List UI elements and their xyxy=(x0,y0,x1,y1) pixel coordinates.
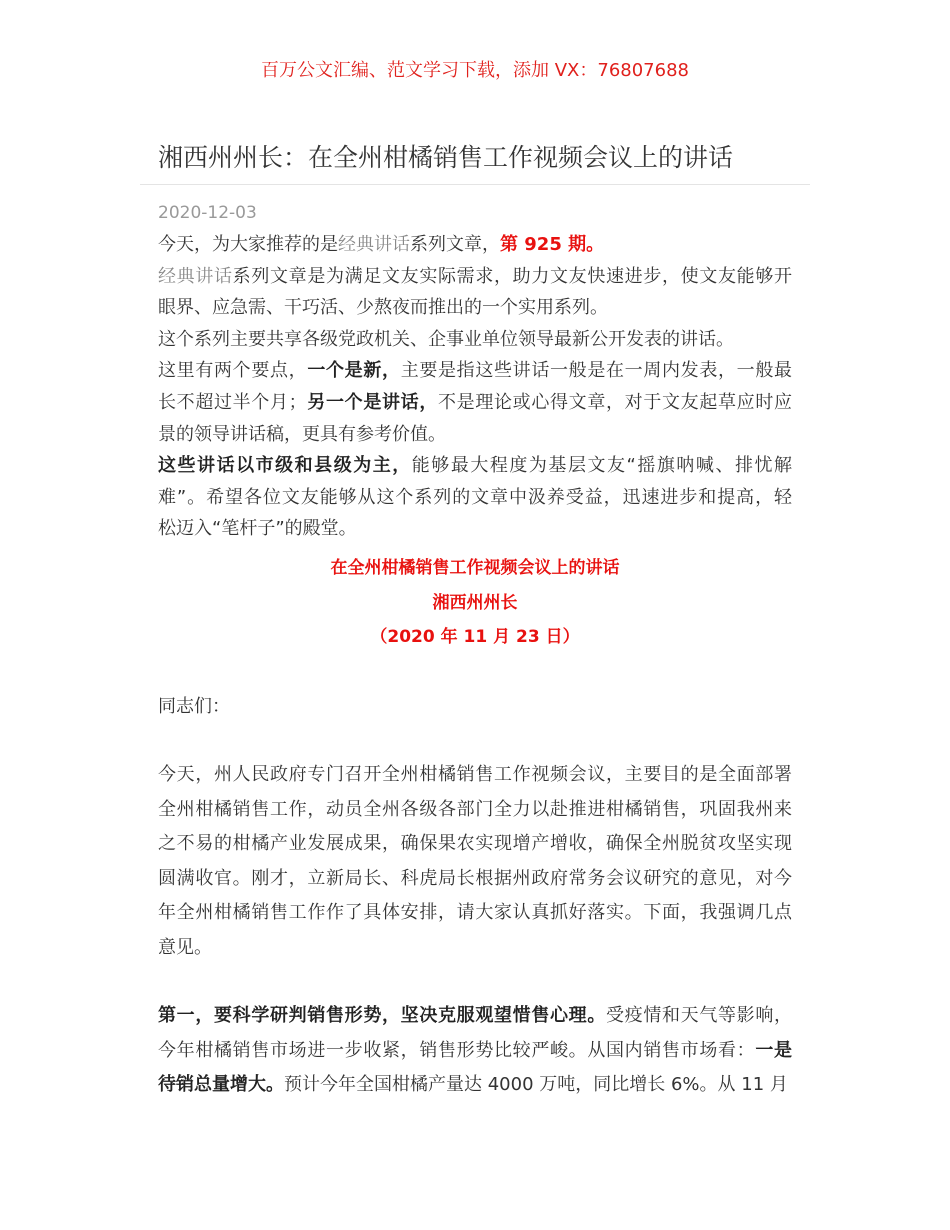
text-segment: 能够最大程度为基层文友“摇旗呐喊、排忧解 xyxy=(411,455,793,477)
paragraph xyxy=(158,261,792,324)
text-segment: 难”。希望各位文友能够从这个系列的文章中汲养受益，迅速进步和提高，轻 xyxy=(158,486,792,508)
series-name: 经典讲话 xyxy=(158,265,233,287)
text-line xyxy=(158,862,792,897)
text-line xyxy=(158,999,792,1034)
text-segment: 圆满收官。刚才，立新局长、科虎局长根据州政府常务会议研究的意见，对今 xyxy=(158,867,792,889)
paragraph xyxy=(158,758,792,966)
publish-date: 2020-12-03 xyxy=(158,203,257,223)
text-line xyxy=(158,387,792,419)
text-segment: 意见。 xyxy=(158,936,212,958)
speech-title: 在全州柑橘销售工作视频会议上的讲话 xyxy=(330,558,620,578)
bold-text: 第一，要科学研判销售形势，坚决克服观望惜售心理。 xyxy=(158,1005,606,1026)
bold-text: 另一个是讲话， xyxy=(306,391,439,413)
download-banner: 百万公文汇编、范文学习下载，添加 VX：76807688 xyxy=(261,60,689,81)
text-line xyxy=(158,827,792,862)
text-line xyxy=(158,419,792,451)
text-segment: 景的领导讲话稿，更具有参考价值。 xyxy=(158,423,446,445)
issue-number: 第 925 期。 xyxy=(500,234,605,255)
paragraph xyxy=(158,355,792,450)
text-segment: 受疫情和天气等影响， xyxy=(606,1005,792,1026)
text-segment: 预计今年全国柑橘产量达 4000 万吨，同比增长 6%。从 11 月 xyxy=(284,1074,788,1096)
text-segment: 系列文章是为满足文友实际需求，助力文友快速进步，使文友能够开 xyxy=(232,265,793,287)
text-line xyxy=(158,931,792,966)
text-line xyxy=(158,513,792,545)
intro-section xyxy=(158,229,792,545)
speech-speaker: 湘西州州长 xyxy=(432,593,518,613)
text-line xyxy=(158,229,792,261)
paragraph xyxy=(158,450,792,545)
text-segment: 长不超过半个月； xyxy=(158,391,307,413)
text-line xyxy=(158,758,792,793)
article-title: 湘西州州长：在全州柑橘销售工作视频会议上的讲话 xyxy=(158,143,734,172)
text-segment: 系列文章， xyxy=(410,234,500,255)
text-segment: 眼界、应急需、干巧活、少熬夜而推出的一个实用系列。 xyxy=(158,297,608,319)
text-line xyxy=(158,355,792,387)
text-line xyxy=(158,324,792,356)
body-paragraph-2 xyxy=(158,999,792,1103)
text-line xyxy=(158,261,792,293)
text-segment: 全州柑橘销售工作，动员全州各级各部门全力以赴推进柑橘销售，巩固我州来 xyxy=(158,798,792,820)
text-line xyxy=(158,793,792,828)
text-segment: 今年柑橘销售市场进一步收紧，销售形势比较严峻。从国内销售市场看： xyxy=(158,1039,756,1061)
text-line xyxy=(158,896,792,931)
speech-date: （2020 年 11 月 23 日） xyxy=(370,627,580,647)
title-divider xyxy=(140,184,810,185)
paragraph xyxy=(158,999,792,1103)
bold-text: 待销总量增大。 xyxy=(158,1074,284,1096)
bold-text: 一个是新， xyxy=(307,360,401,382)
salutation: 同志们： xyxy=(158,696,230,717)
text-segment: 今天，为大家推荐的是 xyxy=(158,234,338,255)
text-segment: 这里有两个要点， xyxy=(158,360,308,382)
text-segment: 主要是指这些讲话一般是在一周内发表，一般最 xyxy=(400,360,793,382)
text-line xyxy=(158,482,792,514)
text-line xyxy=(158,450,792,482)
bold-text: 一是 xyxy=(755,1039,793,1061)
text-segment: 年全州柑橘销售工作作了具体安排，请大家认真抓好落实。下面，我强调几点 xyxy=(158,902,792,924)
text-segment: 之不易的柑橘产业发展成果，确保果农实现增产增收，确保全州脱贫攻坚实现 xyxy=(158,833,792,855)
text-segment: 今天，州人民政府专门召开全州柑橘销售工作视频会议，主要目的是全面部署 xyxy=(158,764,792,785)
text-segment: 不是理论或心得文章，对于文友起草应时应 xyxy=(438,391,793,413)
body-paragraph-1 xyxy=(158,758,792,966)
text-segment: 这个系列主要共享各级党政机关、企事业单位领导最新公开发表的讲话。 xyxy=(158,328,734,350)
series-name: 经典讲话 xyxy=(338,234,410,255)
text-line xyxy=(158,292,792,324)
paragraph xyxy=(158,324,792,356)
text-segment: 松迈入“笔杆子”的殿堂。 xyxy=(158,518,357,540)
text-line xyxy=(158,1068,792,1103)
paragraph xyxy=(158,229,792,261)
text-line xyxy=(158,1034,792,1069)
bold-text: 这些讲话以市级和县级为主， xyxy=(158,455,412,477)
